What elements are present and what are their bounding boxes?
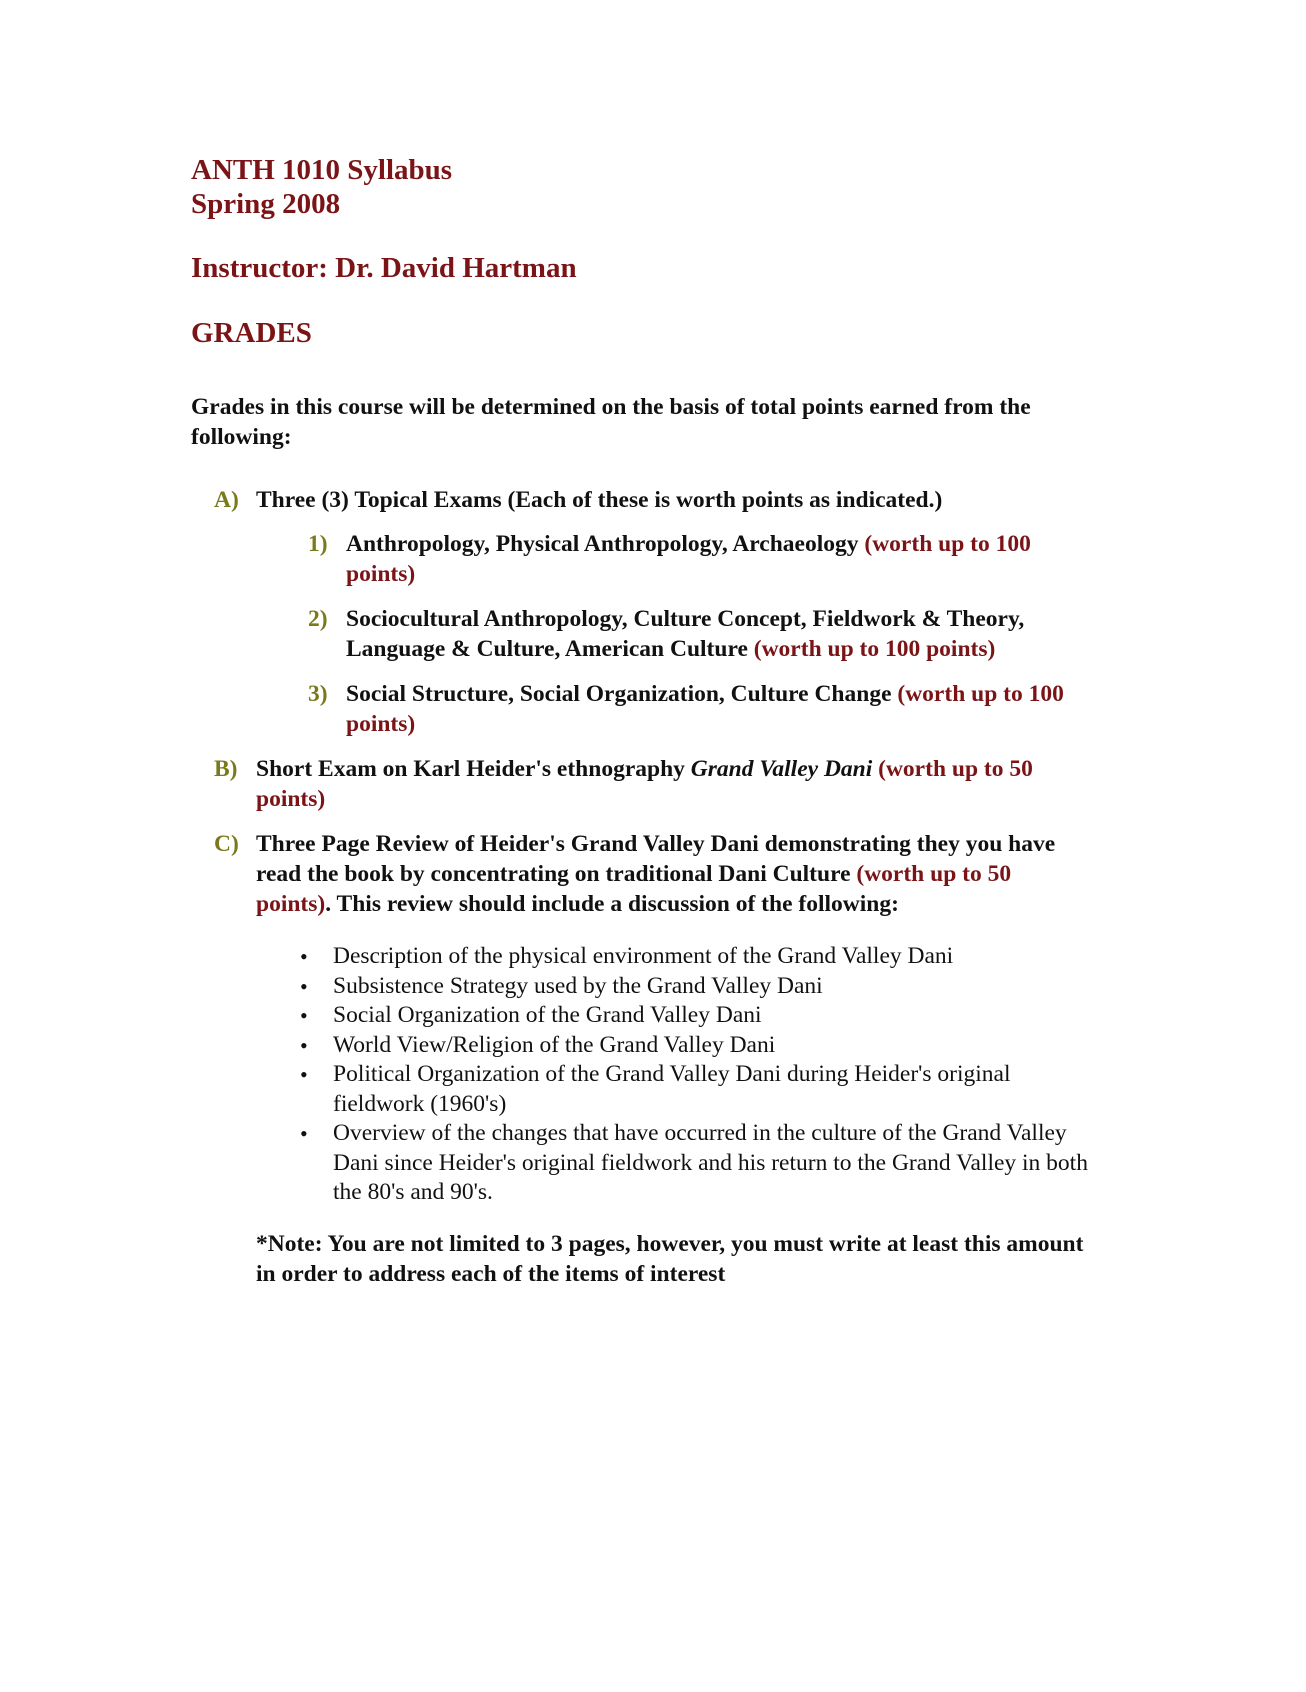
bullet-icon: • <box>300 944 308 969</box>
item-b-points: (worth up to 50 points) <box>256 756 1033 812</box>
bullet-icon: • <box>300 1121 308 1146</box>
sub-1-text: Anthropology, Physical Anthropology, Archaeology <box>346 531 865 557</box>
sub-3-text: Social Structure, Social Organization, Culture Change <box>346 681 898 707</box>
list-item <box>300 1001 1100 1031</box>
instructor-name: Instructor: Dr. David Hartman <box>191 252 577 284</box>
section-heading: GRADES <box>191 317 312 349</box>
list-item <box>300 972 1100 1002</box>
list-item <box>300 1119 1100 1208</box>
review-topics-list <box>300 942 1100 1208</box>
bullet-icon: • <box>300 973 308 999</box>
list-item-text: Social Organization of the Grand Valley Dani <box>333 1002 762 1028</box>
bullet-icon: • <box>300 1003 308 1028</box>
sub-2-points: (worth up to 100 points) <box>753 636 996 662</box>
sub-3-item <box>346 679 1111 739</box>
intro-paragraph: Grades in this course will be determined on the basis of total points earned from the following: <box>191 394 1031 450</box>
review-note: *Note: You are not limited to 3 pages, however, you must write at least this amount in order to address each of the items of interest <box>256 1231 1084 1287</box>
item-b <box>256 754 1086 814</box>
item-a-text: Three (3) Topical Exams (Each of these is worth points as indicated.) <box>256 487 943 513</box>
list-item-text: Overview of the changes that have occurred in the culture of the Grand Valley Dani since Heider's original fieldwork and his return to the Grand Valley in both the 80's and 90's. <box>333 1120 1088 1205</box>
sub-1-points: (worth up to 100 points) <box>346 531 1031 587</box>
list-item-text: Political Organization of the Grand Valley Dani during Heider's original fieldwork (1960's) <box>333 1061 1011 1117</box>
sub-2-text: Sociocultural Anthropology, Culture Concept, Fieldwork & Theory, Language & Culture, American Culture <box>346 606 1025 662</box>
sub-3-points: (worth up to 100 points) <box>346 681 1064 737</box>
list-item-text: Description of the physical environment of the Grand Valley Dani <box>333 943 954 969</box>
bullet-icon: • <box>300 1062 308 1087</box>
item-c <box>256 829 1086 919</box>
list-item-text: Subsistence Strategy used by the Grand Valley Dani <box>333 972 823 999</box>
course-title: ANTH 1010 Syllabus <box>191 154 453 186</box>
list-item <box>300 942 1100 972</box>
sub-2-marker: 2) <box>308 606 328 632</box>
item-c-tail: . This review should include a discussion of the following: <box>325 891 899 917</box>
item-b-book-title: Grand Valley Dani <box>690 756 873 782</box>
sub-2-item <box>346 604 1106 664</box>
item-b-text: Short Exam on Karl Heider's ethnography <box>256 756 691 782</box>
item-a-marker: A) <box>214 487 239 513</box>
list-item <box>300 1060 1100 1119</box>
list-item <box>300 1031 1100 1061</box>
item-c-marker: C) <box>214 831 239 857</box>
sub-3-marker: 3) <box>308 681 328 707</box>
sub-1-item <box>346 529 1096 589</box>
sub-1-marker: 1) <box>308 531 328 557</box>
course-term: Spring 2008 <box>191 188 341 220</box>
item-b-marker: B) <box>214 756 238 782</box>
bullet-icon: • <box>300 1032 308 1058</box>
item-c-text: Three Page Review of Heider's Grand Valley Dani demonstrating they you have read the book by concentrating on traditional Dani Culture <box>256 831 1056 887</box>
item-c-points: (worth up to 50 points) <box>256 861 1012 917</box>
list-item-text: World View/Religion of the Grand Valley Dani <box>333 1031 776 1058</box>
